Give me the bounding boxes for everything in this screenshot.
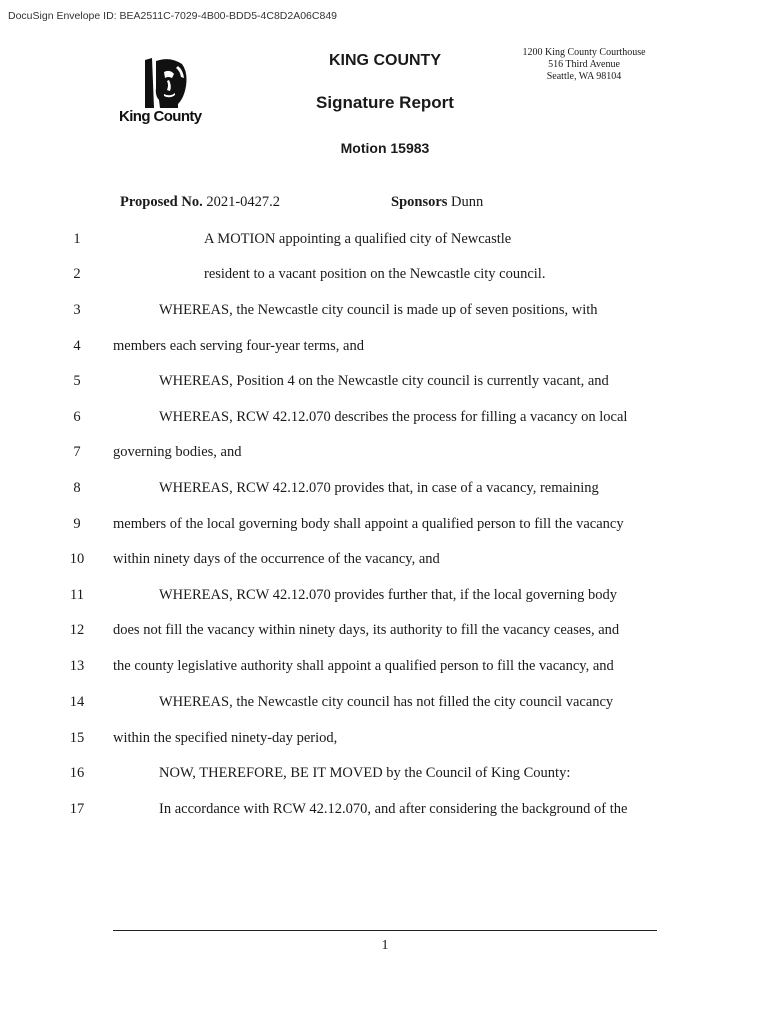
line-text: WHEREAS, the Newcastle city council is made up of seven positions, with	[159, 302, 598, 318]
line-number: 14	[69, 694, 85, 710]
line-number: 8	[73, 480, 81, 496]
document-line	[0, 799, 770, 819]
sponsors-value: Dunn	[451, 194, 484, 210]
line-text: within the specified ninety-day period,	[113, 730, 338, 746]
line-number: 11	[70, 587, 84, 603]
document-line	[0, 336, 770, 356]
proposed-label: Proposed No.	[120, 194, 203, 210]
line-text: members of the local governing body shall appoint a qualified person to fill the vacancy	[113, 516, 624, 532]
line-number: 3	[73, 302, 81, 318]
proposed-number	[120, 194, 280, 211]
line-text: WHEREAS, RCW 42.12.070 provides further that, if the local governing body	[159, 587, 618, 603]
address-line: 1200 King County Courthouse	[522, 47, 646, 58]
line-text: within ninety days of the occurrence of the vacancy, and	[113, 551, 440, 567]
document-line	[0, 371, 770, 391]
line-text: resident to a vacant position on the Newcastle city council.	[204, 266, 546, 282]
line-number: 17	[69, 801, 85, 817]
line-number: 9	[73, 516, 81, 532]
proposed-value: 2021-0427.2	[206, 194, 281, 210]
king-county-logo	[116, 58, 216, 130]
line-text: governing bodies, and	[113, 444, 242, 460]
footer-divider	[113, 930, 657, 931]
sponsors-label: Sponsors	[391, 194, 448, 210]
document-line	[0, 229, 770, 249]
line-text: A MOTION appointing a qualified city of Newcastle	[204, 231, 512, 247]
document-line	[0, 620, 770, 640]
address-line: Seattle, WA 98104	[546, 71, 622, 82]
line-number: 6	[73, 409, 81, 425]
line-number: 12	[69, 622, 85, 638]
docusign-envelope-id: DocuSign Envelope ID: BEA2511C-7029-4B00-BDD5-4C8D2A06C849	[8, 10, 337, 22]
document-line	[0, 692, 770, 712]
page-number: 1	[381, 938, 389, 953]
document-line	[0, 264, 770, 284]
line-text: WHEREAS, RCW 42.12.070 describes the process for filling a vacancy on local	[159, 409, 628, 425]
document-line	[0, 763, 770, 783]
document-line	[0, 478, 770, 498]
line-number: 4	[73, 338, 81, 354]
line-number: 10	[69, 551, 85, 567]
document-line	[0, 514, 770, 534]
line-number: 5	[73, 373, 81, 389]
line-text: WHEREAS, Position 4 on the Newcastle city council is currently vacant, and	[159, 373, 609, 389]
sponsors	[391, 194, 483, 211]
line-number: 2	[73, 266, 81, 282]
line-text: NOW, THEREFORE, BE IT MOVED by the Council of King County:	[159, 765, 571, 781]
document-line	[0, 549, 770, 569]
report-title: Signature Report	[316, 93, 454, 112]
line-text: WHEREAS, the Newcastle city council has not filled the city council vacancy	[159, 694, 614, 710]
line-text: In accordance with RCW 42.12.070, and after considering the background of the	[159, 801, 628, 817]
document-line	[0, 300, 770, 320]
line-text: does not fill the vacancy within ninety days, its authority to fill the vacancy ceases, and	[113, 622, 620, 638]
document-line	[0, 407, 770, 427]
line-number: 7	[73, 444, 81, 460]
line-number: 1	[73, 231, 81, 247]
king-county-portrait-icon	[142, 58, 188, 108]
document-line	[0, 585, 770, 605]
line-text: WHEREAS, RCW 42.12.070 provides that, in case of a vacancy, remaining	[159, 480, 599, 496]
document-line	[0, 442, 770, 462]
county-heading: KING COUNTY	[329, 52, 441, 69]
line-number: 16	[69, 765, 85, 781]
motion-number: Motion 15983	[340, 140, 430, 156]
courthouse-address	[510, 47, 658, 83]
document-line	[0, 728, 770, 748]
line-text: members each serving four-year terms, and	[113, 338, 364, 354]
address-line: 516 Third Avenue	[548, 59, 620, 70]
line-text: the county legislative authority shall appoint a qualified person to fill the vacancy, and	[113, 658, 614, 674]
line-number: 13	[69, 658, 85, 674]
document-line	[0, 656, 770, 676]
line-number: 15	[69, 730, 85, 746]
logo-text: King County	[119, 108, 202, 125]
